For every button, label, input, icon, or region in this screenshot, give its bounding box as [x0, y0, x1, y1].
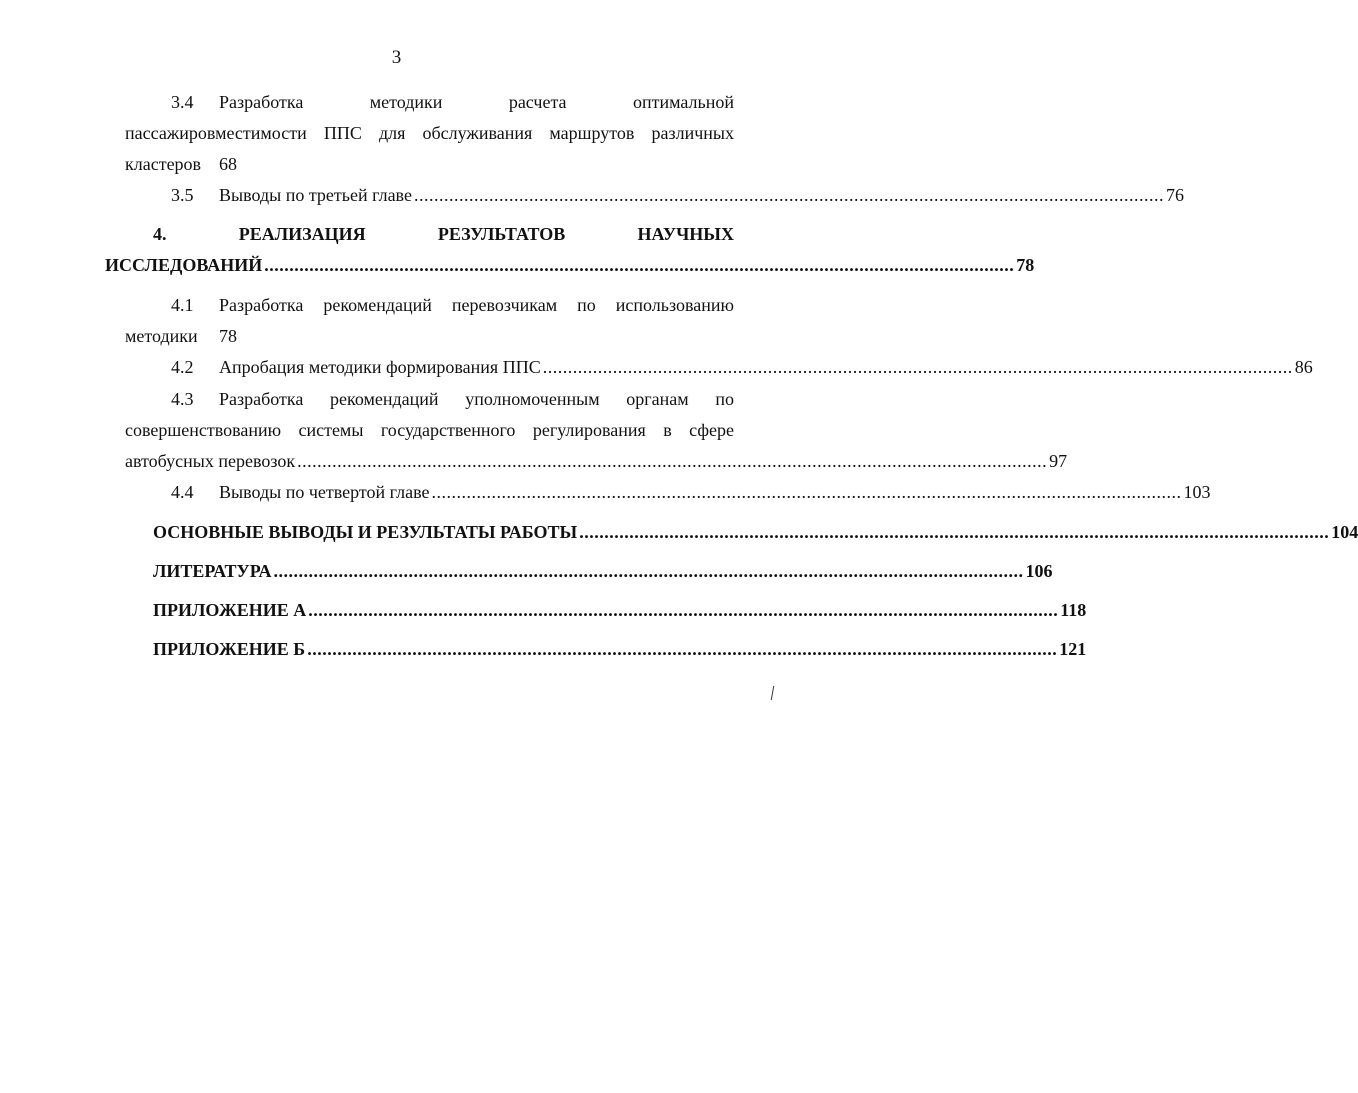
word: по: [715, 389, 734, 409]
word: РЕАЛИЗАЦИЯ: [238, 224, 366, 244]
word: Разработка: [219, 295, 304, 315]
page-ref: 121: [1059, 639, 1087, 659]
justified-words: [219, 384, 734, 414]
word: рекомендаций: [323, 295, 432, 315]
word: оптимальной: [632, 92, 734, 112]
page-ref: 76: [1165, 185, 1184, 205]
entry-title: Выводы по четвертой главе: [219, 482, 430, 502]
toc-entry-4-1-line-1[interactable]: [0, 290, 793, 320]
dot-leader: ......................................................................................................................................................: [273, 561, 1024, 581]
word: для: [378, 123, 406, 143]
justified-words: [125, 118, 734, 148]
toc-entry-4-3-line-1[interactable]: [0, 384, 793, 414]
dot-leader: ......................................................................................................................................................: [264, 255, 1015, 275]
section-number: 4.3: [171, 389, 194, 409]
entry-title: ИССЛЕДОВАНИЙ: [105, 255, 263, 275]
justified-words: [153, 219, 734, 249]
toc-entry-conclusions[interactable]: [0, 517, 1358, 547]
entry-title: Апробация методики формирования ППС: [219, 357, 541, 377]
word: совершенствованию: [125, 420, 282, 440]
toc-entry-appendix-a[interactable]: [0, 595, 1087, 625]
entry-text: методики: [125, 326, 198, 346]
page-ref: 86: [1294, 357, 1313, 377]
toc-entry-4-2[interactable]: [0, 352, 1313, 382]
section-number: 3.4: [171, 92, 194, 112]
toc-entry-3-5[interactable]: [0, 180, 1184, 210]
justified-words: [125, 415, 734, 445]
leader-row: [125, 446, 1068, 476]
dot-leader: ......................................................................................................................................................: [297, 451, 1048, 471]
word: уполномоченным: [465, 389, 600, 409]
word: РЕЗУЛЬТАТОВ: [437, 224, 566, 244]
leader-row: [153, 556, 1053, 586]
toc-entry-literature[interactable]: [0, 556, 1053, 586]
word: системы: [298, 420, 364, 440]
toc-entry-4-1-line-2[interactable]: [0, 321, 793, 351]
section-number: 4.2: [171, 357, 194, 377]
word: использованию: [615, 295, 734, 315]
page-ref: 97: [1049, 451, 1068, 471]
page-ref: 68: [219, 154, 237, 174]
word: методики: [369, 92, 443, 112]
word: обслуживания: [422, 123, 533, 143]
section-number: 3.5: [171, 185, 194, 205]
word: пассажировместимости: [125, 123, 307, 143]
dot-leader: ......................................................................................................................................................: [308, 600, 1059, 620]
page-ref: 78: [1016, 255, 1035, 275]
dot-leader: ......................................................................................................................................................: [307, 639, 1058, 659]
dot-leader: ......................................................................................................................................................: [413, 185, 1164, 205]
word: различных: [651, 123, 734, 143]
entry-title: Выводы по третьей главе: [219, 185, 412, 205]
leader-row: [153, 595, 1087, 625]
word: расчета: [508, 92, 567, 112]
entry-title: ПРИЛОЖЕНИЕ Б: [153, 639, 306, 659]
entry-title: ПРИЛОЖЕНИЕ А: [153, 600, 307, 620]
word: маршрутов: [549, 123, 635, 143]
leader-row: [219, 352, 1313, 382]
word: Разработка: [219, 389, 304, 409]
word: по: [577, 295, 596, 315]
word: Разработка: [219, 92, 304, 112]
word: органам: [626, 389, 689, 409]
word: сфере: [689, 420, 734, 440]
entry-title: ЛИТЕРАТУРА: [153, 561, 272, 581]
toc-chapter-4-line-1[interactable]: [0, 219, 793, 249]
leader-row: [153, 634, 1087, 664]
dot-leader: ......................................................................................................................................................: [579, 522, 1330, 542]
entry-title: автобусных перевозок: [125, 451, 296, 471]
page-ref: 78: [219, 326, 237, 346]
word: перевозчикам: [451, 295, 558, 315]
page-number: 3: [391, 47, 402, 68]
dot-leader: ......................................................................................................................................................: [431, 482, 1182, 502]
leader-row: [153, 517, 1358, 547]
page-ref: 103: [1183, 482, 1211, 502]
toc-entry-4-3-line-2[interactable]: [0, 415, 793, 445]
section-number: 4.1: [171, 295, 194, 315]
word: НАУЧНЫХ: [637, 224, 734, 244]
word: 4.: [153, 224, 167, 244]
leader-row: [219, 477, 1211, 507]
section-number: 4.4: [171, 482, 194, 502]
page-ref: 118: [1060, 600, 1087, 620]
leader-row: [105, 250, 1035, 280]
dot-leader: ......................................................................................................................................................: [542, 357, 1293, 377]
leader-row: [219, 180, 1184, 210]
word: в: [663, 420, 672, 440]
word: государственного: [380, 420, 516, 440]
justified-words: [219, 290, 734, 320]
word: регулирования: [532, 420, 646, 440]
toc-entry-3-4-line-3[interactable]: [0, 149, 793, 179]
toc-entry-3-4-line-1[interactable]: [0, 87, 793, 117]
page-ref: 106: [1025, 561, 1053, 581]
word: рекомендаций: [330, 389, 439, 409]
toc-chapter-4-line-2[interactable]: [0, 250, 1035, 280]
entry-title: ОСНОВНЫЕ ВЫВОДЫ И РЕЗУЛЬТАТЫ РАБОТЫ: [153, 522, 578, 542]
toc-entry-3-4-line-2[interactable]: [0, 118, 793, 148]
toc-entry-4-4[interactable]: [0, 477, 1211, 507]
scan-mark: [771, 686, 778, 700]
toc-entry-4-3-line-3[interactable]: [0, 446, 1068, 476]
page-ref: 104: [1331, 522, 1358, 542]
entry-text: кластеров: [125, 154, 202, 174]
word: ППС: [323, 123, 362, 143]
toc-entry-appendix-b[interactable]: [0, 634, 1087, 664]
justified-words: [219, 87, 734, 117]
